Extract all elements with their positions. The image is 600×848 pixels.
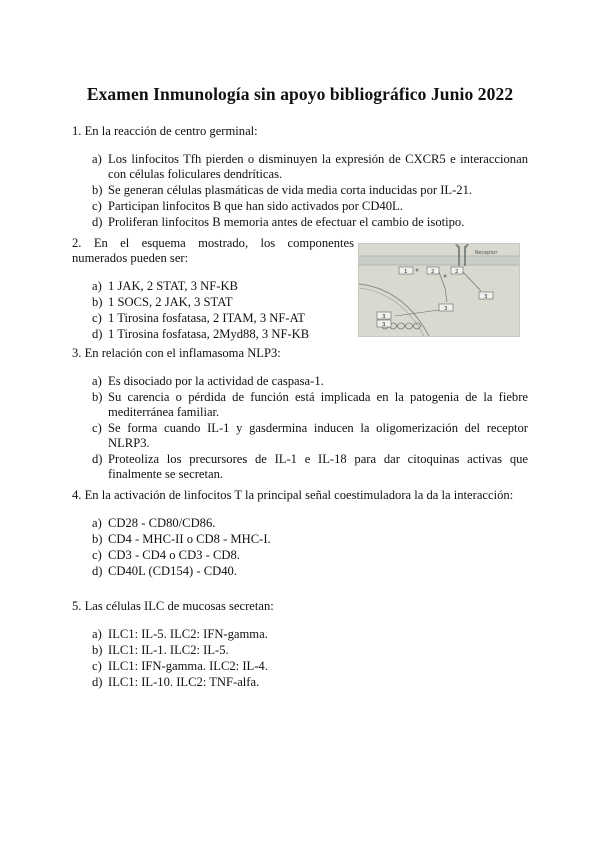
option-2a[interactable]: a) 1 JAK, 2 STAT, 3 NF-KB (92, 279, 238, 293)
option-1c[interactable]: c) Participan linfocitos B que han sido activados por CD40L. (92, 199, 403, 213)
option-4d[interactable]: d) CD40L (CD154) - CD40. (92, 564, 237, 578)
svg-text:3: 3 (382, 322, 386, 328)
question-4-options (72, 516, 528, 579)
option-1b[interactable]: b) Se generan células plasmáticas de vida media corta inducidas por IL-21. (92, 183, 473, 197)
option-3a[interactable]: a) Es disociado por la actividad de caspasa-1. (92, 374, 324, 388)
option-2c[interactable]: c) 1 Tirosina fosfatasa, 2 ITAM, 3 NF-AT (92, 311, 305, 325)
option-5b[interactable]: b) ILC1: IL-1. ILC2: IL-5. (92, 643, 229, 657)
option-1a[interactable]: a) Los linfocitos Tfh pierden o disminuyen la expresión de CXCR5 e interaccionan con células foliculares dendríticas. (92, 152, 528, 181)
question-1-options (72, 152, 528, 230)
option-4c[interactable]: c) CD3 - CD4 o CD3 - CD8. (92, 548, 240, 562)
svg-text:1: 1 (404, 269, 408, 275)
receptor-label: Receptor (475, 250, 498, 256)
signaling-diagram-figure (358, 243, 520, 337)
question-4 (72, 488, 528, 580)
option-1d[interactable]: d) Proliferan linfocitos B memoria antes de efectuar el cambio de isotipo. (92, 215, 465, 229)
svg-text:3: 3 (444, 306, 448, 312)
svg-text:3: 3 (484, 294, 488, 300)
svg-text:3: 3 (382, 314, 386, 320)
question-3 (72, 346, 528, 483)
option-4a[interactable]: a) CD28 - CD80/CD86. (92, 516, 216, 530)
question-5-options (72, 627, 528, 690)
option-2d[interactable]: d) 1 Tirosina fosfatasa, 2Myd88, 3 NF-KB (92, 327, 310, 341)
question-2-text: 2. En el esquema mostrado, los componentes numerados pueden ser: (72, 236, 354, 265)
signaling-diagram (359, 244, 519, 336)
cell-membrane (359, 256, 519, 265)
exam-title: Examen Inmunología sin apoyo bibliográfico Junio 2022 (86, 84, 514, 104)
option-5d[interactable]: d) ILC1: IL-10. ILC2: TNF-alfa. (92, 675, 260, 689)
question-5 (72, 599, 528, 691)
option-5c[interactable]: c) ILC1: IFN-gamma. ILC2: IL-4. (92, 659, 268, 673)
option-5a[interactable]: a) ILC1: IL-5. ILC2: IFN-gamma. (92, 627, 268, 641)
question-1 (72, 124, 528, 231)
question-5-text: 5. Las células ILC de mucosas secretan: (72, 599, 274, 613)
question-3-options (72, 374, 528, 482)
option-3d[interactable]: d) Proteoliza los precursores de IL-1 e IL-18 para dar citoquinas activas que finalmente se secretan. (92, 452, 528, 481)
option-2b[interactable]: b) 1 SOCS, 2 JAK, 3 STAT (92, 295, 233, 309)
question-1-text: 1. En la reacción de centro germinal: (72, 124, 258, 138)
svg-text:2: 2 (431, 269, 435, 275)
option-3b[interactable]: b) Su carencia o pérdida de función está implicada en la patogenia de la fiebre mediterránea familiar. (92, 390, 528, 419)
option-4b[interactable]: b) CD4 - MHC-II o CD8 - MHC-I. (92, 532, 271, 546)
question-4-text: 4. En la activación de linfocitos T la principal señal coestimuladora la da la interacción: (72, 488, 514, 502)
option-3c[interactable]: c) Se forma cuando IL-1 y gasdermina inducen la oligomerización del receptor NLRP3. (92, 421, 528, 450)
svg-text:2: 2 (455, 269, 459, 275)
question-3-text: 3. En relación con el inflamasoma NLP3: (72, 346, 281, 360)
